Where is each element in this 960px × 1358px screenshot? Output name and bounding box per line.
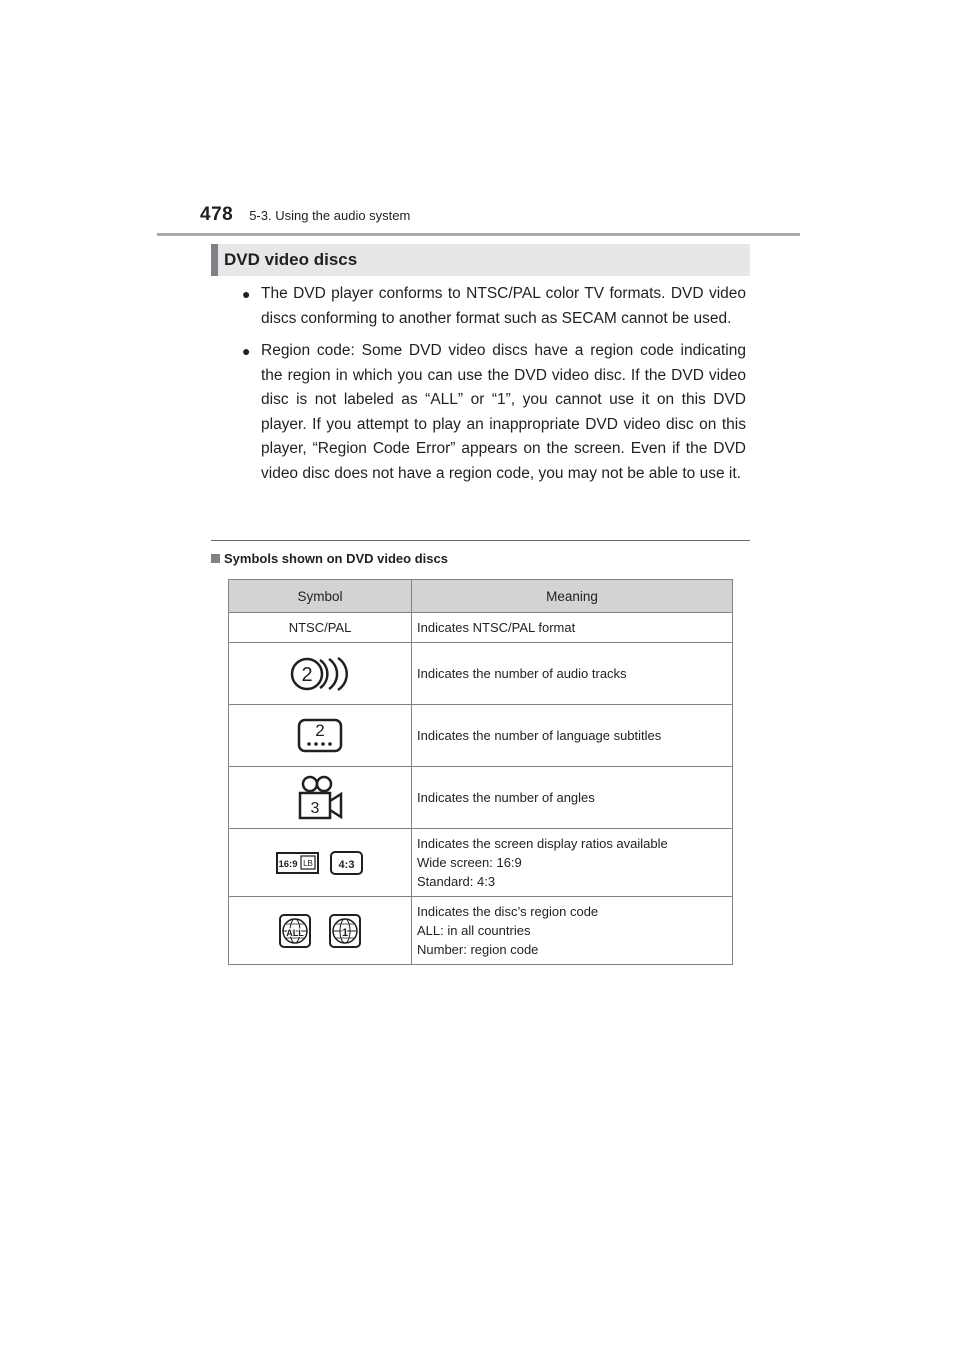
letterbox-label: LB: [303, 858, 313, 868]
table-row: [229, 705, 733, 767]
subsection-heading: [211, 551, 448, 566]
table-row: [229, 643, 733, 705]
meaning-cell: [412, 829, 733, 897]
meaning-text: Number: region code: [417, 942, 539, 957]
audio-tracks-icon: [289, 653, 351, 695]
section-title: 5-3. Using the audio system: [249, 208, 411, 223]
symbol-cell: [229, 643, 412, 705]
bullet-text: Region code: Some DVD video discs have a region code indicating the region in which you can use the DVD video disc. If the DVD video disc is not labeled as “ALL” or “1”, you cannot use it on this DVD player. If you attempt to play an inappropriate DVD video disc on this player, “Region Code Error” appears on the screen. Even if the DVD video disc does not have a region code, you may not be able to use it.: [261, 342, 746, 482]
subsection-title: Symbols shown on DVD video discs: [224, 551, 448, 566]
meaning-text: Indicates the number of language subtitles: [417, 728, 662, 743]
table-row: [229, 829, 733, 897]
header-symbol: Symbol: [229, 580, 412, 613]
bullet-list: [242, 282, 746, 494]
section-heading: DVD video discs: [224, 250, 358, 269]
meaning-text: Indicates the number of audio tracks: [417, 666, 627, 681]
icon-number: 2: [315, 720, 325, 740]
table-row: [229, 767, 733, 829]
subsection-rule: [211, 540, 750, 541]
region-number-label: 1: [341, 926, 349, 939]
region-globe-icons: [278, 913, 362, 949]
table-row: [229, 613, 733, 643]
meaning-cell: [412, 643, 733, 705]
ratio-wide-label: 16:9: [278, 858, 298, 870]
symbol-text: NTSC/PAL: [288, 620, 352, 635]
square-bullet-icon: [211, 554, 220, 563]
bullet-item: [242, 282, 746, 331]
angles-icon: [295, 774, 345, 822]
bullet-item: [242, 339, 746, 486]
meaning-text: Indicates NTSC/PAL format: [417, 620, 576, 635]
symbol-cell: [229, 613, 412, 643]
icon-number: 3: [310, 799, 320, 817]
page-number: 478: [200, 204, 234, 225]
table-row: [229, 897, 733, 965]
meaning-text: ALL: in all countries: [417, 923, 531, 938]
meaning-text: Standard: 4:3: [417, 874, 496, 889]
meaning-text: Indicates the disc’s region code: [417, 904, 599, 919]
symbols-table: [228, 579, 733, 965]
section-title-bar: [211, 244, 750, 276]
bullet-text: The DVD player conforms to NTSC/PAL color TV formats. DVD video discs conforming to another format such as SECAM cannot be used.: [261, 285, 746, 327]
table-header-row: [229, 580, 733, 613]
meaning-cell: [412, 767, 733, 829]
symbol-cell: [229, 705, 412, 767]
meaning-cell: [412, 897, 733, 965]
page-header: [200, 204, 410, 230]
region-all-label: ALL: [286, 927, 304, 938]
meaning-cell: [412, 705, 733, 767]
meaning-text: Indicates the screen display ratios available: [417, 836, 668, 851]
subtitles-icon: [297, 718, 343, 754]
header-rule: [157, 233, 800, 236]
title-accent-bar: [211, 244, 218, 276]
meaning-text: Indicates the number of angles: [417, 790, 595, 805]
icon-number: 2: [301, 663, 313, 686]
meaning-text: Wide screen: 16:9: [417, 855, 522, 870]
aspect-ratio-icons: [276, 850, 364, 876]
symbol-cell: [229, 897, 412, 965]
bullet-icon: ●: [242, 343, 251, 359]
meaning-cell: [412, 613, 733, 643]
ratio-standard-label: 4:3: [338, 858, 355, 871]
bullet-icon: ●: [242, 286, 251, 302]
symbol-cell: [229, 767, 412, 829]
header-meaning: Meaning: [412, 580, 733, 613]
symbol-cell: [229, 829, 412, 897]
